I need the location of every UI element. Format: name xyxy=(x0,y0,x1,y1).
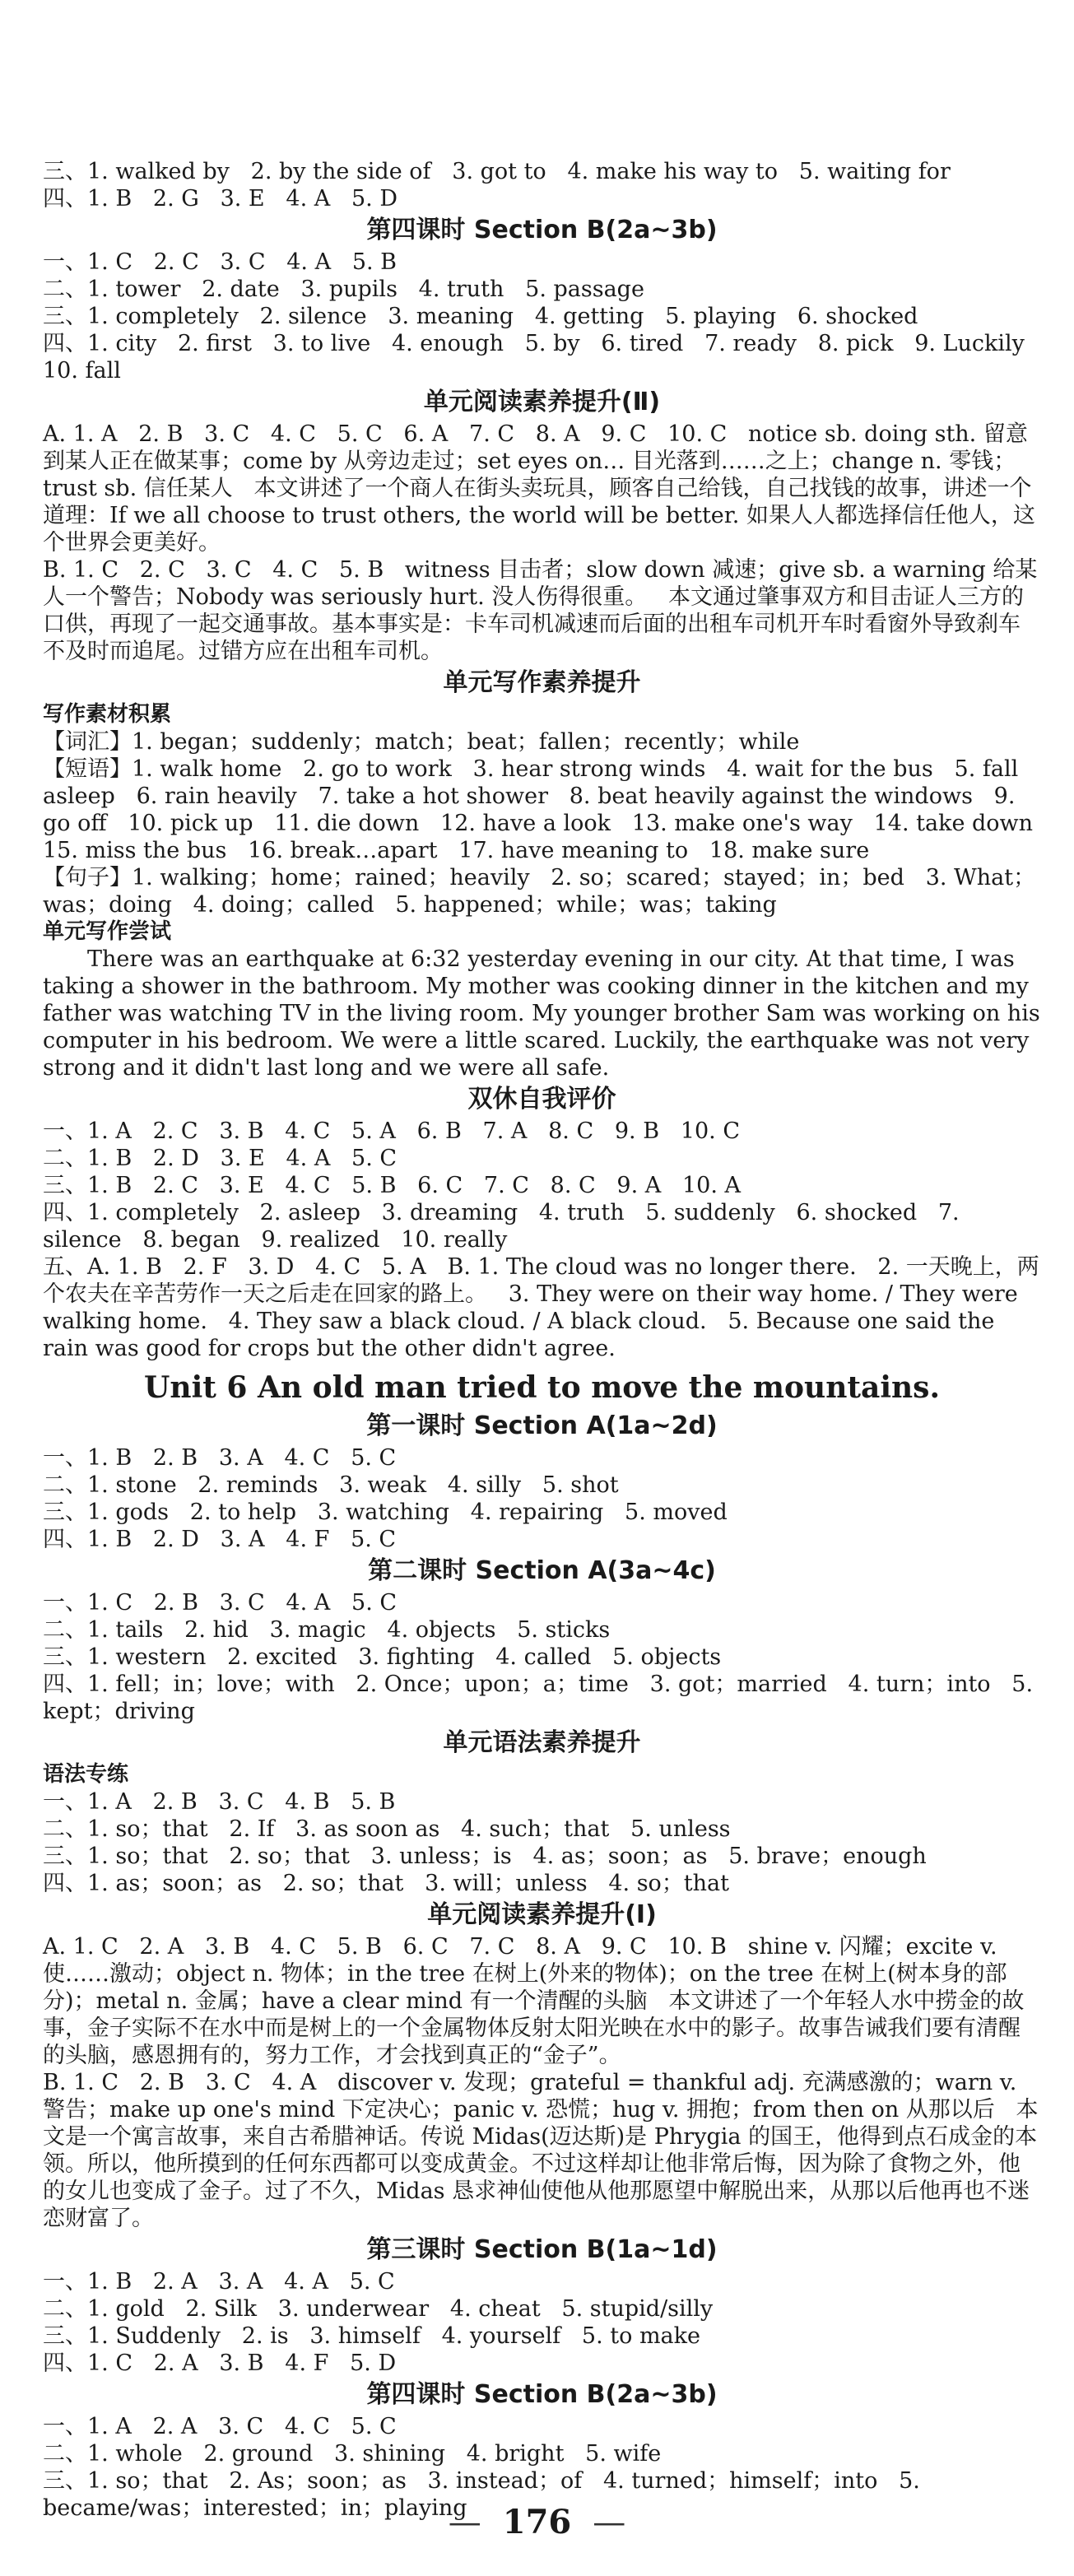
answer-line: 四、1. as；soon；as 2. so；that 3. will；unless 4. so；that xyxy=(43,1871,729,1896)
answer-line: B. 1. C 2. B 3. C 4. A discover v. 发现；grateful = thankful adj. 充满感激的；warn v. 警告；make up one's mind 下定决心；panic v. 恐慌；hug v. 拥抱；from then on 从那以后 本文是一个寓言故事，来自古希腊神话。传说 Midas(迈达斯)是 Phrygia 的国王，他得到点石成金的本领。所以，他所摸到的任何东西都可以变成黄金。不过这样却让他非常后悔，因为除了食物之外，他的女儿也变成了金子。过了不久，Midas 恳求神仙使他从他那愿望中解脱出来，从那以后他再也不迷恋财富了。 xyxy=(43,2070,1039,2231)
section-heading: 第四课时 Section B(2a~3b) xyxy=(366,2380,718,2409)
answer-line: 二、1. stone 2. reminds 3. weak 4. silly 5. shot xyxy=(43,1472,619,1498)
page-number: 176 xyxy=(502,2503,572,2541)
section-heading: 第二课时 Section A(3a~4c) xyxy=(368,1556,716,1585)
section-heading: 第一课时 Section A(1a~2d) xyxy=(366,1411,718,1440)
answer-line: 二、1. B 2. D 3. E 4. A 5. C xyxy=(43,1146,398,1171)
answer-line: 【短语】1. walk home 2. go to work 3. hear strong winds 4. wait for the bus 5. fall asleep 6. rain heavily 7. take a hot shower 8. beat heavily against the windows 9. go off 10. pick up 11. die down 12. have a look 13. make one's way 14. take down 15. miss the bus 16. break…apart 17. have meaning to 18. make sure xyxy=(43,756,1054,863)
section-heading: 单元阅读素养提升(Ⅰ) xyxy=(427,1900,657,1929)
answer-line: 四、1. C 2. A 3. B 4. F 5. D xyxy=(43,2350,397,2376)
answer-line: 五、A. 1. B 2. F 3. D 4. C 5. A B. 1. The cloud was no longer there. 2. 一天晚上，两个农夫在辛苦劳作一天之后走在回家的路上。 3. They were on their way home. / They were walking home. 4. They saw a black cloud. / A black cloud. 5. Because one said the rain was good for crops but the other didn't agree. xyxy=(43,1254,1039,1361)
sub-heading: 单元写作尝试 xyxy=(43,919,172,944)
answer-line: 【句子】1. walking；home；rained；heavily 2. so；scared；stayed；in；bed 3. What；was；doing 4. doing；called 5. happened；while；was；taking xyxy=(43,865,1036,918)
answer-line: 一、1. C 2. C 3. C 4. A 5. B xyxy=(43,249,398,275)
answer-line: 三、1. B 2. C 3. E 4. C 5. B 6. C 7. C 8. C 9. A 10. A xyxy=(43,1173,742,1198)
answer-line: 四、1. B 2. D 3. A 4. F 5. C xyxy=(43,1527,397,1552)
section-heading: 第四课时 Section B(2a~3b) xyxy=(366,216,718,244)
answer-line: 四、1. completely 2. asleep 3. dreaming 4. truth 5. suddenly 6. shocked 7. silence 8. began 9. realized 10. really xyxy=(43,1200,967,1253)
answer-line: 四、1. B 2. G 3. E 4. A 5. D xyxy=(43,186,398,212)
answer-line: 一、1. A 2. B 3. C 4. B 5. B xyxy=(43,1789,396,1815)
answer-line: 四、1. city 2. first 3. to live 4. enough 5. by 6. tired 7. ready 8. pick 9. Luckily 10. fall xyxy=(43,331,1046,384)
answer-line: 四、1. fell；in；love；with 2. Once；upon；a；time 3. got；married 4. turn；into 5. kept；driving xyxy=(43,1672,1040,1724)
answer-line: 三、1. walked by 2. by the side of 3. got to 4. make his way to 5. waiting for xyxy=(43,159,951,184)
page-footer: — 176 — xyxy=(448,2503,626,2541)
unit-title: Unit 6 An old man tried to move the mountains. xyxy=(144,1370,940,1405)
answer-line: 三、1. gods 2. to help 3. watching 4. repairing 5. moved xyxy=(43,1500,728,1525)
section-heading: 单元阅读素养提升(Ⅱ) xyxy=(423,388,661,416)
sub-heading: 写作素材积累 xyxy=(43,702,172,727)
answer-line: 一、1. B 2. B 3. A 4. C 5. C xyxy=(43,1445,397,1471)
section-heading: 单元写作素养提升 xyxy=(443,668,641,697)
answer-line: 一、1. A 2. C 3. B 4. C 5. A 6. B 7. A 8. C 9. B 10. C xyxy=(43,1118,740,1144)
answer-line: A. 1. A 2. B 3. C 4. C 5. C 6. A 7. C 8. A 9. C 10. C notice sb. doing sth. 留意到某人正在做某事；come by 从旁边走过；set eyes on… 目光落到……之上；change n. 零钱；trust sb. 信任某人 本文讲述了一个商人在街头卖玩具，顾客自己给钱，自己找钱的故事，讲述一个道理：If we all choose to trust others, the world will be better. 如果人人都选择信任他人，这个世界会更美好。 xyxy=(43,421,1035,556)
sub-heading: 语法专练 xyxy=(43,1762,129,1787)
answer-line: 三、1. western 2. excited 3. fighting 4. called 5. objects xyxy=(43,1644,722,1670)
answer-line: 二、1. tower 2. date 3. pupils 4. truth 5. passage xyxy=(43,277,644,302)
answer-line: 二、1. gold 2. Silk 3. underwear 4. cheat 5. stupid/silly xyxy=(43,2296,714,2322)
answer-line: 三、1. Suddenly 2. is 3. himself 4. yourself 5. to make xyxy=(43,2323,700,2349)
answer-line: 一、1. B 2. A 3. A 4. A 5. C xyxy=(43,2269,395,2295)
section-heading: 单元语法素养提升 xyxy=(443,1728,641,1757)
answer-line: 【词汇】1. began；suddenly；match；beat；fallen；recently；while xyxy=(43,729,800,755)
answer-line: 二、1. tails 2. hid 3. magic 4. objects 5. sticks xyxy=(43,1617,611,1643)
answer-line: 一、1. C 2. B 3. C 4. A 5. C xyxy=(43,1590,398,1616)
answer-line: B. 1. C 2. C 3. C 4. C 5. B witness 目击者；slow down 减速；give sb. a warning 给某人一个警告；Nobody was seriously hurt. 没人伤得很重。 本文通过肇事双方和目击证人三方的口供，再现了一起交通事故。基本事实是：卡车司机减速而后面的出租车司机开车时看窗外导致刹车不及时而追尾。过错方应在出租车司机。 xyxy=(43,557,1038,664)
answer-content xyxy=(43,158,1054,2522)
writing-sample-paragraph: There was an earthquake at 6:32 yesterday evening in our city. At that time, I was taking a shower in the bathroom. My mother was cooking dinner in the kitchen and my father was watching TV in the living room. My younger brother Sam was working on his computer in his bedroom. We were a little scared. Luckily, the earthquake was not very strong and it didn't last long and we were all safe. xyxy=(43,946,1048,1081)
answer-line: A. 1. C 2. A 3. B 4. C 5. B 6. C 7. C 8. A 9. C 10. B shine v. 闪耀；excite v. 使……激动；object n. 物体；in the tree 在树上(外来的物体)；on the tree 在树上(树本身的部分)；metal n. 金属；have a clear mind 有一个清醒的头脑 本文讲述了一个年轻人水中捞金的故事，金子实际不在水中而是树上的一个金属物体反射太阳光映在水中的影子。故事告诫我们要有清醒的头脑，感恩拥有的，努力工作，才会找到真正的“金子”。 xyxy=(43,1934,1025,2068)
answer-line: 三、1. completely 2. silence 3. meaning 4. getting 5. playing 6. shocked xyxy=(43,304,918,329)
answer-line: 三、1. so；that 2. As；soon；as 3. instead；of 4. turned；himself；into 5. became/was；interested；in；playing xyxy=(43,2468,928,2521)
answer-line: 二、1. so；that 2. If 3. as soon as 4. such；that 5. unless xyxy=(43,1816,731,1842)
answer-line: 二、1. whole 2. ground 3. shining 4. bright 5. wife xyxy=(43,2441,662,2467)
answer-line: 三、1. so；that 2. so；that 3. unless；is 4. as；soon；as 5. brave；enough xyxy=(43,1844,927,1869)
section-heading: 双休自我评价 xyxy=(467,1085,616,1114)
section-heading: 第三课时 Section B(1a~1d) xyxy=(366,2235,718,2264)
answer-line: 一、1. A 2. A 3. C 4. C 5. C xyxy=(43,2414,397,2439)
